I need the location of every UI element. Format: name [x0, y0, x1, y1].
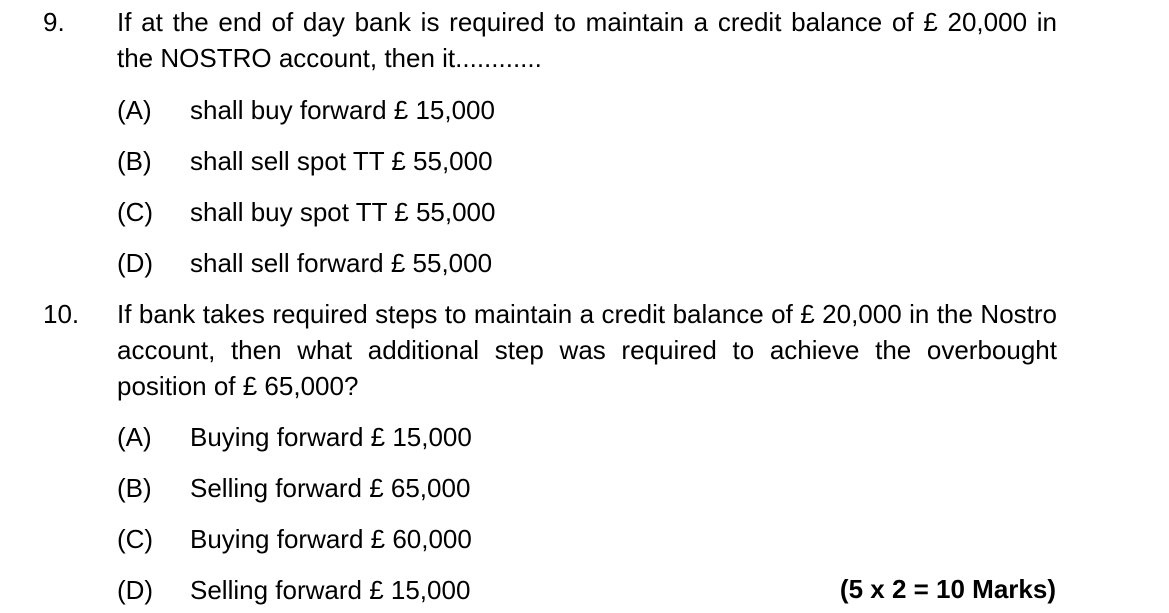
option-text: Buying forward £ 60,000 — [190, 524, 472, 554]
option-label: (B) — [117, 146, 152, 176]
option-text: shall sell spot TT £ 55,000 — [190, 146, 493, 176]
option-text: shall buy forward £ 15,000 — [190, 95, 495, 125]
option-text: shall buy spot TT £ 55,000 — [190, 197, 496, 227]
option-label: (A) — [117, 95, 152, 125]
option-label: (D) — [117, 575, 154, 605]
option-text: Buying forward £ 15,000 — [190, 422, 472, 452]
option-label: (B) — [117, 473, 152, 503]
question-text: If at the end of day bank is required to maintain a credit balance of £ 20,000 in the NOSTRO account, then it............ — [117, 7, 1057, 73]
option-label: (A) — [117, 422, 152, 452]
option-text: Selling forward £ 15,000 — [190, 575, 471, 605]
marks-summary: (5 x 2 = 10 Marks) — [839, 574, 1056, 604]
option-label: (C) — [117, 197, 154, 227]
option-label: (D) — [117, 248, 154, 278]
question-text: If bank takes required steps to maintain a credit balance of £ 20,000 in the Nostro account, then what additional step was required to achieve the overbought position of £ 65,000? — [117, 299, 1057, 401]
option-text: shall sell forward £ 55,000 — [190, 248, 493, 278]
question-number: 9. — [43, 7, 65, 37]
option-text: Selling forward £ 65,000 — [190, 473, 471, 503]
option-label: (C) — [117, 524, 154, 554]
question-number: 10. — [43, 299, 80, 329]
